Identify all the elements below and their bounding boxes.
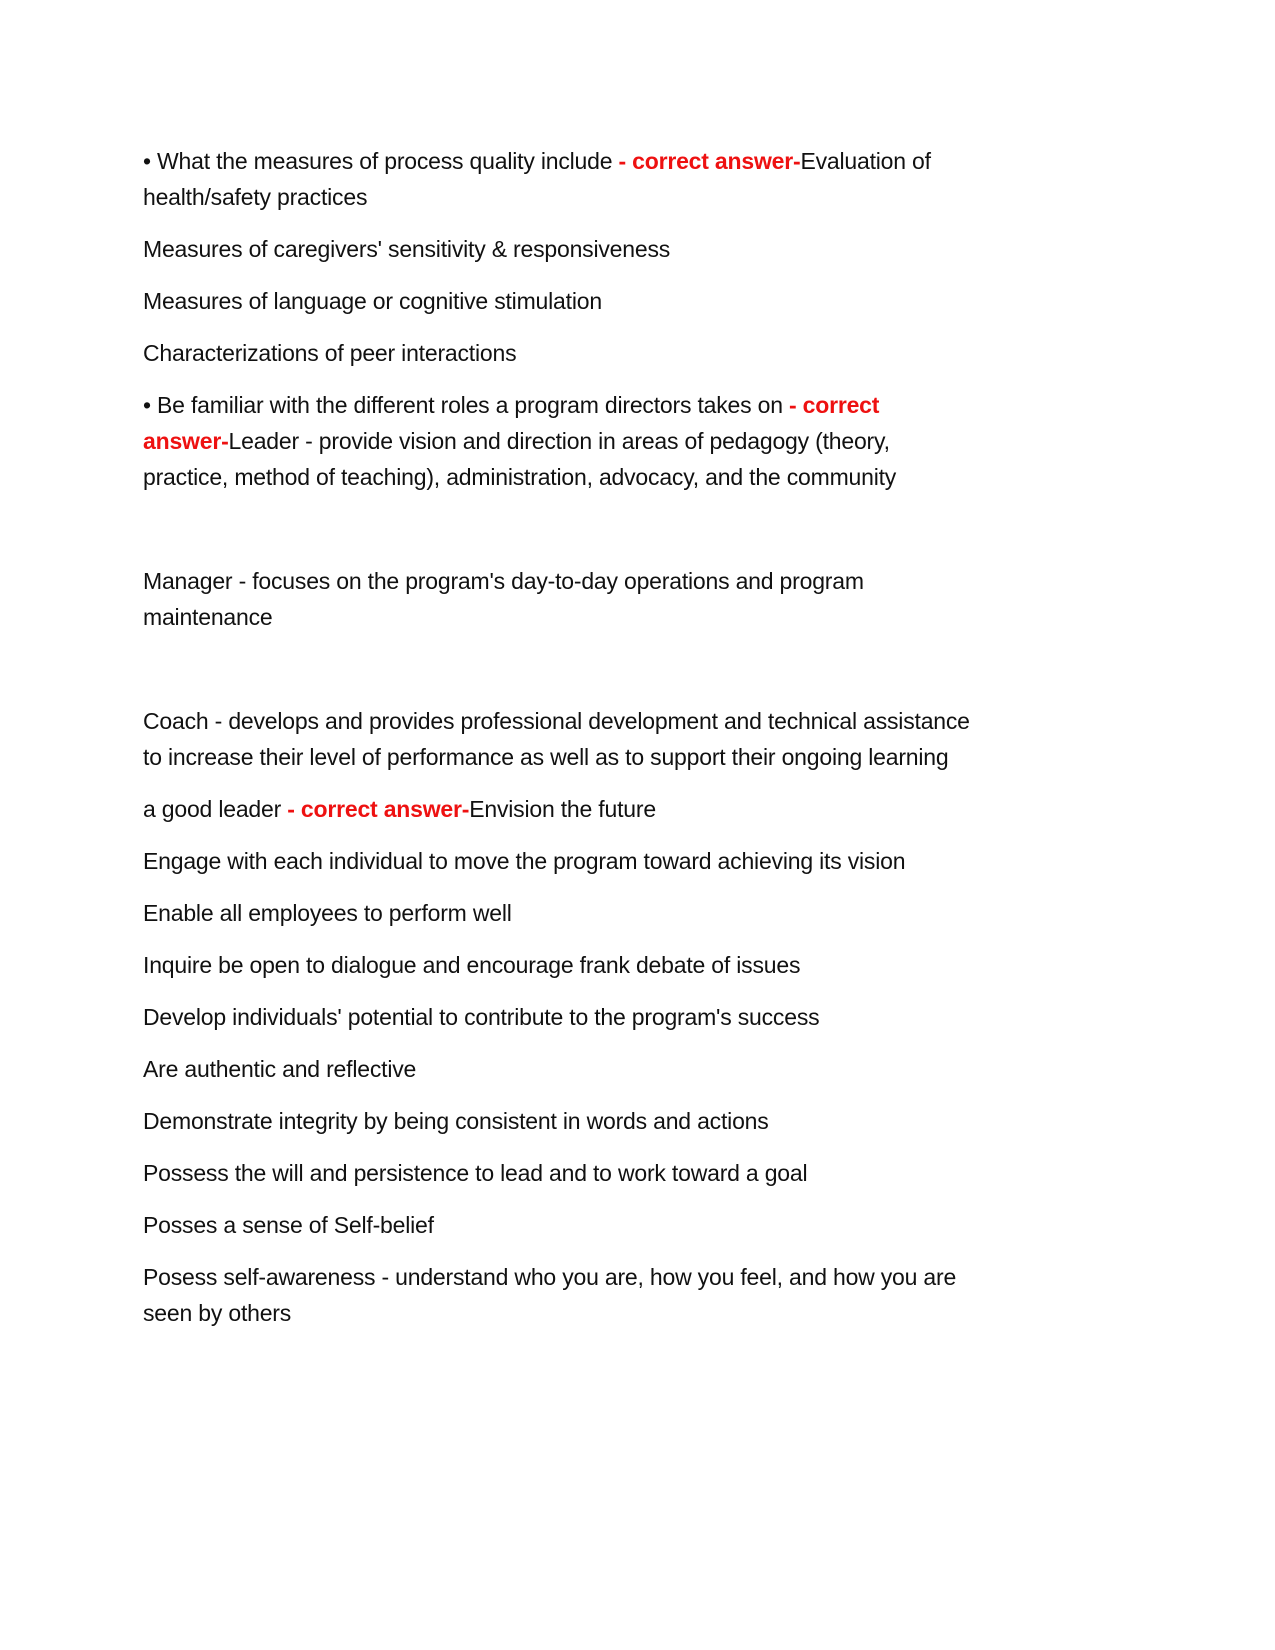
- text-segment: Measures of caregivers' sensitivity & responsiveness: [143, 236, 671, 262]
- answer-marker: - correct answer-: [287, 796, 470, 822]
- paragraph: [143, 231, 1103, 267]
- text-segment: Manager - focuses on the program's day-to-day operations and program: [143, 568, 864, 594]
- text-segment: • What the measures of process quality include: [143, 148, 619, 174]
- text-segment: Evaluation of: [800, 148, 931, 174]
- blank-paragraph: [143, 511, 1103, 547]
- text-line: [143, 947, 1103, 983]
- text-line: [143, 791, 1103, 827]
- paragraph: [143, 563, 1103, 635]
- text-segment: Coach - develops and provides professional development and technical assistance: [143, 708, 970, 734]
- text-segment: Leader - provide vision and direction in areas of pedagogy (theory,: [228, 428, 890, 454]
- paragraph: [143, 843, 1103, 879]
- paragraph: [143, 1207, 1103, 1243]
- blank-paragraph: [143, 651, 1103, 687]
- text-line: [143, 599, 1103, 635]
- text-line: [143, 1259, 1103, 1295]
- answer-marker: answer-: [143, 428, 229, 454]
- text-line: [143, 843, 1103, 879]
- text-segment: Inquire be open to dialogue and encourage frank debate of issues: [143, 952, 801, 978]
- paragraph: [143, 1259, 1103, 1331]
- text-line: [143, 563, 1103, 599]
- text-line: [143, 895, 1103, 931]
- text-line: [143, 739, 1103, 775]
- text-line: [143, 143, 1103, 179]
- text-segment: Develop individuals' potential to contribute to the program's success: [143, 1004, 820, 1030]
- text-segment: Demonstrate integrity by being consistent in words and actions: [143, 1108, 769, 1134]
- text-line: [143, 459, 1103, 495]
- answer-marker: - correct: [789, 392, 880, 418]
- text-segment: Posses a sense of Self-belief: [143, 1212, 434, 1238]
- text-line: [143, 423, 1103, 459]
- paragraph: [143, 283, 1103, 319]
- paragraph: [143, 1103, 1103, 1139]
- text-line: [143, 1295, 1103, 1331]
- paragraph: [143, 1051, 1103, 1087]
- text-segment: Are authentic and reflective: [143, 1056, 417, 1082]
- text-line: [143, 179, 1103, 215]
- text-line: [143, 231, 1103, 267]
- paragraph: [143, 947, 1103, 983]
- text-line: [143, 387, 1103, 423]
- paragraph: [143, 335, 1103, 371]
- text-segment: seen by others: [143, 1300, 292, 1326]
- text-line: [143, 1103, 1103, 1139]
- text-line: [143, 703, 1103, 739]
- text-segment: Posess self-awareness - understand who you are, how you feel, and how you are: [143, 1264, 957, 1290]
- text-segment: Characterizations of peer interactions: [143, 340, 517, 366]
- paragraph: [143, 1155, 1103, 1191]
- paragraph: [143, 143, 1103, 215]
- text-segment: maintenance: [143, 604, 273, 630]
- text-line: [143, 335, 1103, 371]
- paragraph: [143, 895, 1103, 931]
- text-line: [143, 1207, 1103, 1243]
- text-line: [143, 1155, 1103, 1191]
- text-segment: • Be familiar with the different roles a program directors takes on: [143, 392, 789, 418]
- text-segment: Enable all employees to perform well: [143, 900, 512, 926]
- text-line: [143, 283, 1103, 319]
- text-line: [143, 1051, 1103, 1087]
- text-segment: Envision the future: [469, 796, 656, 822]
- answer-marker: - correct answer-: [618, 148, 801, 174]
- text-segment: practice, method of teaching), administration, advocacy, and the community: [143, 464, 897, 490]
- text-segment: a good leader: [143, 796, 288, 822]
- text-segment: Measures of language or cognitive stimulation: [143, 288, 602, 314]
- text-line: [143, 999, 1103, 1035]
- paragraph: [143, 387, 1103, 495]
- paragraph: [143, 703, 1103, 775]
- text-segment: health/safety practices: [143, 184, 368, 210]
- text-segment: to increase their level of performance as well as to support their ongoing learning: [143, 744, 949, 770]
- paragraph: [143, 999, 1103, 1035]
- document-page: [143, 143, 1103, 1347]
- paragraph: [143, 791, 1103, 827]
- text-segment: Possess the will and persistence to lead and to work toward a goal: [143, 1160, 808, 1186]
- text-segment: Engage with each individual to move the program toward achieving its vision: [143, 848, 906, 874]
